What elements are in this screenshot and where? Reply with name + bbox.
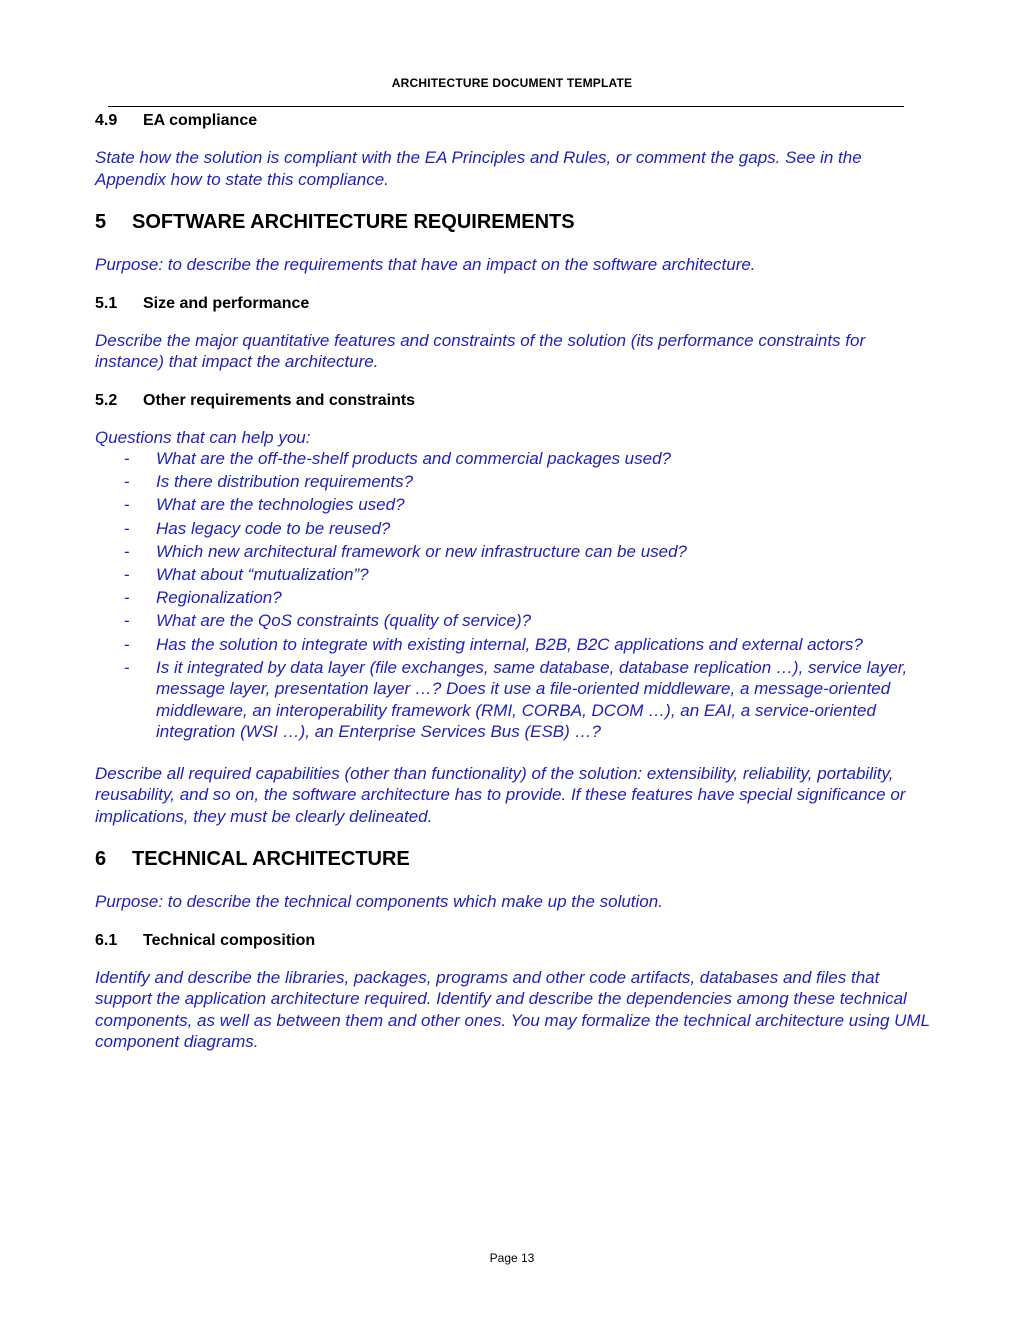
heading-5 bbox=[95, 210, 935, 234]
dash-marker: - bbox=[124, 588, 130, 608]
question-text: Is there distribution requirements? bbox=[156, 472, 414, 492]
size-performance-guidance: Describe the major quantitative features and constraints of the solution (its performance constraints for instance) that impact the architecture. bbox=[95, 330, 866, 371]
heading-6-1 bbox=[95, 931, 935, 951]
heading-5-2 bbox=[95, 391, 935, 411]
heading-title: SOFTWARE ARCHITECTURE REQUIREMENTS bbox=[132, 211, 575, 233]
dash-marker: - bbox=[124, 564, 130, 584]
heading-6 bbox=[95, 847, 935, 871]
questions-intro: Questions that can help you: bbox=[95, 427, 311, 447]
dash-marker: - bbox=[124, 518, 130, 538]
ea-compliance-guidance: State how the solution is compliant with the EA Principles and Rules, or comment the gaps. See in the Appendix how to state this compliance. bbox=[95, 148, 862, 189]
heading-number: 5.1 bbox=[95, 294, 118, 312]
question-text: What are the QoS constraints (quality of service)? bbox=[156, 611, 532, 631]
question-text: Which new architectural framework or new infrastructure can be used? bbox=[156, 541, 688, 561]
section-6-purpose: Purpose: to describe the technical components which make up the solution. bbox=[95, 892, 663, 912]
list-item bbox=[95, 610, 935, 632]
running-header: ARCHITECTURE DOCUMENT TEMPLATE bbox=[391, 76, 633, 90]
question-text: What are the off-the-shelf products and commercial packages used? bbox=[156, 449, 671, 468]
heading-title: EA compliance bbox=[143, 112, 258, 129]
question-list bbox=[95, 448, 935, 743]
dash-marker: - bbox=[124, 495, 130, 515]
heading-number: 5 bbox=[95, 211, 107, 233]
list-item bbox=[95, 564, 935, 586]
list-item bbox=[95, 587, 935, 609]
dash-marker: - bbox=[124, 449, 130, 468]
question-text: Regionalization? bbox=[156, 588, 282, 608]
question-text: Has legacy code to be reused? bbox=[156, 518, 391, 538]
question-text: Is it integrated by data layer (file exchanges, same database, database replication …), service layer, message layer, presentation layer …? Does it use a file-oriented middleware, a message-oriented middleware, an interoperability framework (RMI, CORBA, DCOM …), an EAI, a service-oriented integration (WSI …), an Enterprise Services Bus (ESB) …? bbox=[156, 657, 908, 742]
capabilities-guidance: Describe all required capabilities (other than functionality) of the solution: extensibility, reliability, portability, reusability, and so on, the software architecture has to provide. If these features have special significance or implications, they must be clearly delineated. bbox=[95, 763, 906, 826]
heading-5-1 bbox=[95, 294, 935, 314]
dash-marker: - bbox=[124, 611, 130, 631]
list-item bbox=[95, 634, 935, 656]
heading-4-9 bbox=[95, 111, 935, 131]
heading-number: 4.9 bbox=[95, 112, 118, 129]
list-item bbox=[95, 494, 935, 516]
heading-title: Size and performance bbox=[143, 294, 310, 312]
heading-number: 6 bbox=[95, 848, 107, 871]
list-item bbox=[95, 448, 935, 470]
question-text: Has the solution to integrate with existing internal, B2B, B2C applications and external actors? bbox=[156, 634, 863, 654]
list-item bbox=[95, 541, 935, 563]
heading-title: Other requirements and constraints bbox=[143, 391, 416, 409]
dash-marker: - bbox=[124, 541, 130, 561]
section-5-purpose: Purpose: to describe the requirements that have an impact on the software architecture. bbox=[95, 255, 756, 274]
heading-title: Technical composition bbox=[143, 931, 316, 949]
question-text: What about “mutualization”? bbox=[156, 564, 369, 584]
header-rule bbox=[108, 106, 904, 107]
list-item bbox=[95, 657, 935, 743]
page-number: Page 13 bbox=[489, 1251, 535, 1265]
heading-number: 5.2 bbox=[95, 391, 118, 409]
heading-number: 6.1 bbox=[95, 931, 118, 949]
dash-marker: - bbox=[124, 657, 130, 677]
page-content bbox=[95, 110, 935, 1053]
heading-title: TECHNICAL ARCHITECTURE bbox=[132, 848, 410, 871]
list-item bbox=[95, 471, 935, 493]
technical-composition-guidance: Identify and describe the libraries, packages, programs and other code artifacts, databases and files that support the application architecture required. Identify and describe the dependencies among these technical components, as well as between them and other ones. You may formalize the technical architecture using UML component diagrams. bbox=[95, 967, 930, 1052]
question-text: What are the technologies used? bbox=[156, 495, 405, 515]
list-item bbox=[95, 518, 935, 540]
dash-marker: - bbox=[124, 634, 130, 654]
dash-marker: - bbox=[124, 472, 130, 492]
